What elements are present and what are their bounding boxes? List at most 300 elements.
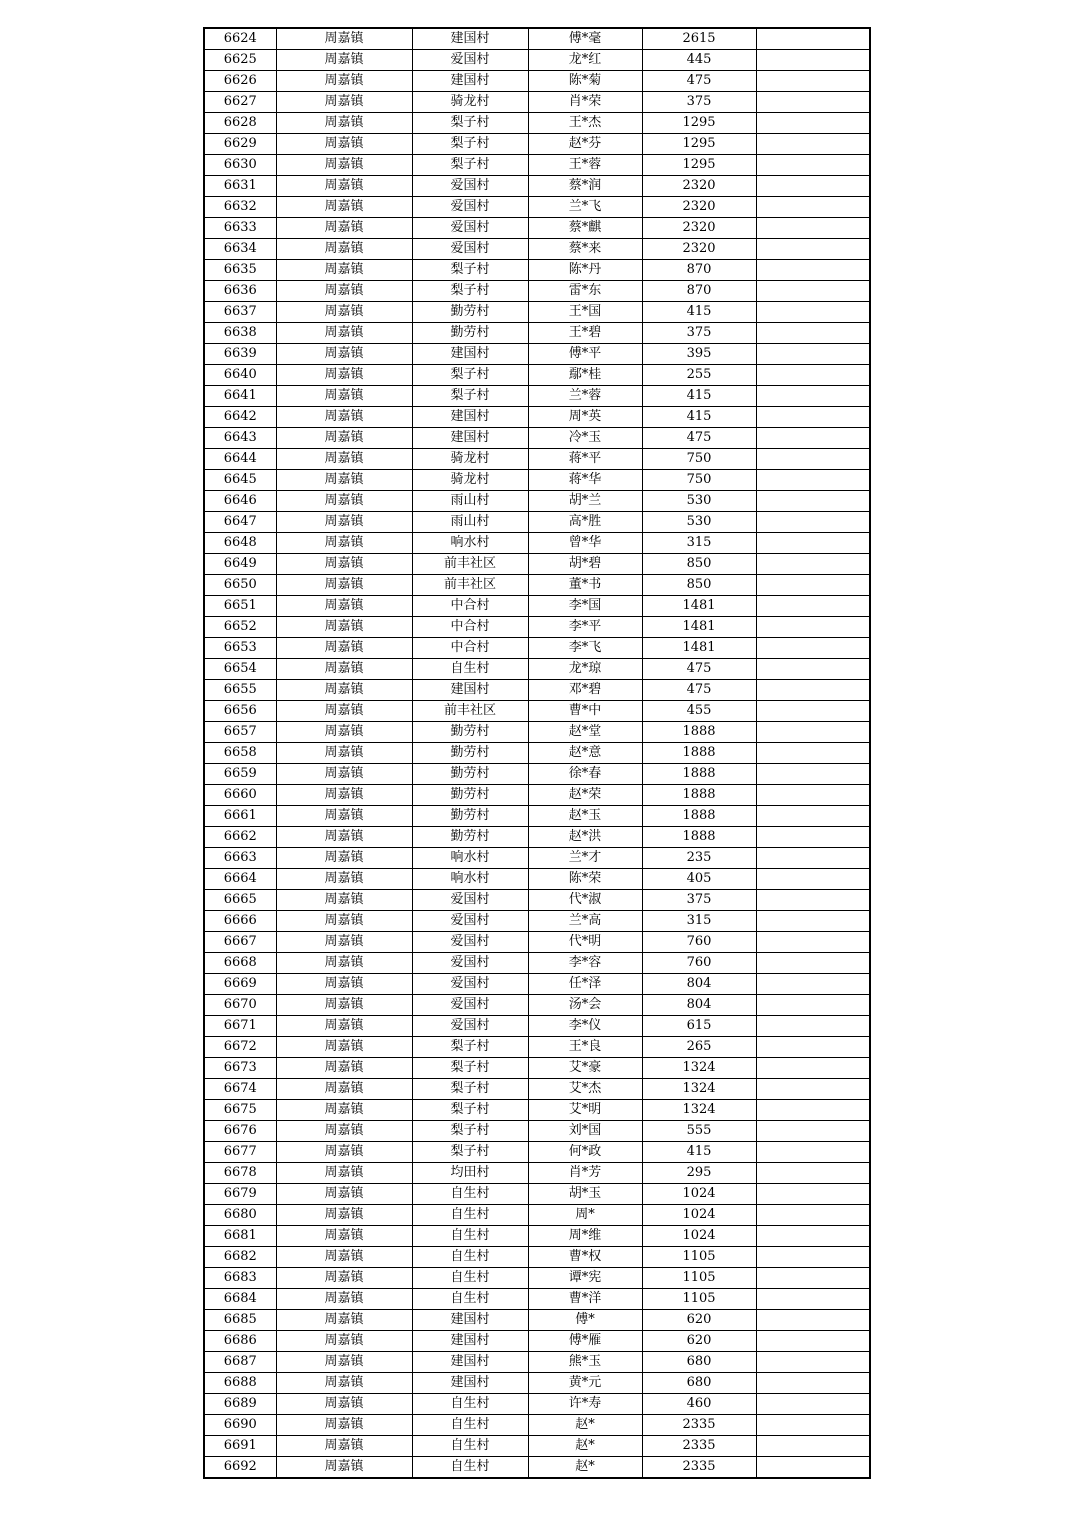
amount-cell: 1295	[642, 134, 756, 155]
town-cell: 周嘉镇	[276, 113, 412, 134]
note-cell	[756, 785, 870, 806]
village-cell: 梨子村	[412, 155, 528, 176]
amount-cell: 2335	[642, 1415, 756, 1436]
note-cell	[756, 1016, 870, 1037]
village-cell: 自生村	[412, 1205, 528, 1226]
row-number-cell: 6679	[204, 1184, 276, 1205]
row-number-cell: 6675	[204, 1100, 276, 1121]
name-cell: 肖*荣	[528, 92, 642, 113]
note-cell	[756, 1331, 870, 1352]
town-cell: 周嘉镇	[276, 575, 412, 596]
amount-cell: 1888	[642, 806, 756, 827]
table-row	[204, 239, 870, 260]
amount-cell: 1324	[642, 1058, 756, 1079]
name-cell: 蔡*来	[528, 239, 642, 260]
note-cell	[756, 953, 870, 974]
amount-cell: 1105	[642, 1268, 756, 1289]
name-cell: 刘*国	[528, 1121, 642, 1142]
row-number-cell: 6676	[204, 1121, 276, 1142]
town-cell: 周嘉镇	[276, 1268, 412, 1289]
town-cell: 周嘉镇	[276, 680, 412, 701]
row-number-cell: 6632	[204, 197, 276, 218]
note-cell	[756, 995, 870, 1016]
row-number-cell: 6633	[204, 218, 276, 239]
town-cell: 周嘉镇	[276, 239, 412, 260]
amount-cell: 1888	[642, 743, 756, 764]
note-cell	[756, 1226, 870, 1247]
name-cell: 陈*荣	[528, 869, 642, 890]
row-number-cell: 6666	[204, 911, 276, 932]
amount-cell: 680	[642, 1352, 756, 1373]
name-cell: 周*英	[528, 407, 642, 428]
village-cell: 自生村	[412, 1436, 528, 1457]
town-cell: 周嘉镇	[276, 1373, 412, 1394]
name-cell: 蒋*平	[528, 449, 642, 470]
row-number-cell: 6656	[204, 701, 276, 722]
note-cell	[756, 449, 870, 470]
town-cell: 周嘉镇	[276, 785, 412, 806]
name-cell: 赵*荣	[528, 785, 642, 806]
note-cell	[756, 281, 870, 302]
amount-cell: 620	[642, 1331, 756, 1352]
name-cell: 李*国	[528, 596, 642, 617]
amount-cell: 475	[642, 71, 756, 92]
village-cell: 勤劳村	[412, 785, 528, 806]
row-number-cell: 6688	[204, 1373, 276, 1394]
row-number-cell: 6663	[204, 848, 276, 869]
row-number-cell: 6641	[204, 386, 276, 407]
amount-cell: 460	[642, 1394, 756, 1415]
row-number-cell: 6674	[204, 1079, 276, 1100]
table-row	[204, 1394, 870, 1415]
note-cell	[756, 1100, 870, 1121]
row-number-cell: 6650	[204, 575, 276, 596]
town-cell: 周嘉镇	[276, 596, 412, 617]
table-row	[204, 995, 870, 1016]
note-cell	[756, 386, 870, 407]
name-cell: 许*寿	[528, 1394, 642, 1415]
village-cell: 中合村	[412, 638, 528, 659]
name-cell: 曾*华	[528, 533, 642, 554]
row-number-cell: 6662	[204, 827, 276, 848]
table-row	[204, 848, 870, 869]
amount-cell: 1481	[642, 617, 756, 638]
village-cell: 建国村	[412, 71, 528, 92]
note-cell	[756, 155, 870, 176]
table-row	[204, 365, 870, 386]
amount-cell: 1324	[642, 1079, 756, 1100]
name-cell: 蔡*润	[528, 176, 642, 197]
name-cell: 熊*玉	[528, 1352, 642, 1373]
table-row	[204, 1457, 870, 1479]
village-cell: 自生村	[412, 1247, 528, 1268]
row-number-cell: 6671	[204, 1016, 276, 1037]
table-row	[204, 428, 870, 449]
amount-cell: 375	[642, 323, 756, 344]
town-cell: 周嘉镇	[276, 638, 412, 659]
village-cell: 建国村	[412, 428, 528, 449]
village-cell: 爱国村	[412, 953, 528, 974]
row-number-cell: 6624	[204, 28, 276, 50]
name-cell: 赵*玉	[528, 806, 642, 827]
amount-cell: 475	[642, 659, 756, 680]
village-cell: 梨子村	[412, 1121, 528, 1142]
amount-cell: 530	[642, 491, 756, 512]
name-cell: 谭*宪	[528, 1268, 642, 1289]
row-number-cell: 6660	[204, 785, 276, 806]
town-cell: 周嘉镇	[276, 1058, 412, 1079]
table-row	[204, 344, 870, 365]
town-cell: 周嘉镇	[276, 659, 412, 680]
village-cell: 爱国村	[412, 176, 528, 197]
village-cell: 中合村	[412, 596, 528, 617]
town-cell: 周嘉镇	[276, 1100, 412, 1121]
name-cell: 傅*平	[528, 344, 642, 365]
village-cell: 自生村	[412, 1415, 528, 1436]
row-number-cell: 6640	[204, 365, 276, 386]
row-number-cell: 6654	[204, 659, 276, 680]
row-number-cell: 6661	[204, 806, 276, 827]
table-row	[204, 155, 870, 176]
amount-cell: 2320	[642, 197, 756, 218]
town-cell: 周嘉镇	[276, 197, 412, 218]
village-cell: 响水村	[412, 869, 528, 890]
name-cell: 雷*东	[528, 281, 642, 302]
town-cell: 周嘉镇	[276, 932, 412, 953]
row-number-cell: 6645	[204, 470, 276, 491]
amount-cell: 1024	[642, 1205, 756, 1226]
village-cell: 前丰社区	[412, 575, 528, 596]
row-number-cell: 6635	[204, 260, 276, 281]
name-cell: 赵*洪	[528, 827, 642, 848]
village-cell: 建国村	[412, 407, 528, 428]
village-cell: 建国村	[412, 1352, 528, 1373]
amount-cell: 760	[642, 932, 756, 953]
amount-cell: 445	[642, 50, 756, 71]
amount-cell: 870	[642, 260, 756, 281]
name-cell: 蔡*麒	[528, 218, 642, 239]
village-cell: 前丰社区	[412, 554, 528, 575]
town-cell: 周嘉镇	[276, 806, 412, 827]
table-row	[204, 92, 870, 113]
note-cell	[756, 491, 870, 512]
village-cell: 爱国村	[412, 239, 528, 260]
name-cell: 赵*堂	[528, 722, 642, 743]
town-cell: 周嘉镇	[276, 995, 412, 1016]
village-cell: 勤劳村	[412, 827, 528, 848]
town-cell: 周嘉镇	[276, 1247, 412, 1268]
amount-cell: 2335	[642, 1457, 756, 1479]
village-cell: 骑龙村	[412, 449, 528, 470]
town-cell: 周嘉镇	[276, 1310, 412, 1331]
town-cell: 周嘉镇	[276, 1457, 412, 1479]
name-cell: 王*杰	[528, 113, 642, 134]
name-cell: 龙*红	[528, 50, 642, 71]
table-row	[204, 1016, 870, 1037]
town-cell: 周嘉镇	[276, 512, 412, 533]
row-number-cell: 6680	[204, 1205, 276, 1226]
row-number-cell: 6691	[204, 1436, 276, 1457]
amount-cell: 2320	[642, 239, 756, 260]
row-number-cell: 6665	[204, 890, 276, 911]
row-number-cell: 6643	[204, 428, 276, 449]
table-row	[204, 1331, 870, 1352]
village-cell: 爱国村	[412, 995, 528, 1016]
note-cell	[756, 1247, 870, 1268]
table-row	[204, 1184, 870, 1205]
village-cell: 爱国村	[412, 932, 528, 953]
name-cell: 邓*碧	[528, 680, 642, 701]
village-cell: 梨子村	[412, 1100, 528, 1121]
village-cell: 雨山村	[412, 512, 528, 533]
town-cell: 周嘉镇	[276, 764, 412, 785]
table-row	[204, 764, 870, 785]
amount-cell: 375	[642, 890, 756, 911]
note-cell	[756, 701, 870, 722]
village-cell: 均田村	[412, 1163, 528, 1184]
name-cell: 汤*会	[528, 995, 642, 1016]
town-cell: 周嘉镇	[276, 28, 412, 50]
note-cell	[756, 1184, 870, 1205]
amount-cell: 1481	[642, 638, 756, 659]
table-row	[204, 1352, 870, 1373]
town-cell: 周嘉镇	[276, 554, 412, 575]
table-row	[204, 1268, 870, 1289]
town-cell: 周嘉镇	[276, 1184, 412, 1205]
amount-cell: 750	[642, 470, 756, 491]
note-cell	[756, 890, 870, 911]
note-cell	[756, 575, 870, 596]
note-cell	[756, 680, 870, 701]
table-row	[204, 953, 870, 974]
table-row	[204, 386, 870, 407]
town-cell: 周嘉镇	[276, 701, 412, 722]
table-row	[204, 1436, 870, 1457]
amount-cell: 1888	[642, 785, 756, 806]
table-row	[204, 890, 870, 911]
table-row	[204, 1205, 870, 1226]
town-cell: 周嘉镇	[276, 155, 412, 176]
table-row	[204, 197, 870, 218]
village-cell: 建国村	[412, 1331, 528, 1352]
row-number-cell: 6681	[204, 1226, 276, 1247]
village-cell: 勤劳村	[412, 722, 528, 743]
village-cell: 中合村	[412, 617, 528, 638]
name-cell: 傅*毫	[528, 28, 642, 50]
village-cell: 勤劳村	[412, 323, 528, 344]
name-cell: 蒋*华	[528, 470, 642, 491]
amount-cell: 405	[642, 869, 756, 890]
town-cell: 周嘉镇	[276, 491, 412, 512]
village-cell: 爱国村	[412, 911, 528, 932]
note-cell	[756, 92, 870, 113]
town-cell: 周嘉镇	[276, 470, 412, 491]
name-cell: 曹*权	[528, 1247, 642, 1268]
row-number-cell: 6637	[204, 302, 276, 323]
name-cell: 王*良	[528, 1037, 642, 1058]
row-number-cell: 6651	[204, 596, 276, 617]
name-cell: 陈*菊	[528, 71, 642, 92]
village-cell: 自生村	[412, 1394, 528, 1415]
amount-cell: 804	[642, 995, 756, 1016]
village-cell: 爱国村	[412, 50, 528, 71]
row-number-cell: 6634	[204, 239, 276, 260]
table-row	[204, 638, 870, 659]
row-number-cell: 6626	[204, 71, 276, 92]
name-cell: 赵*	[528, 1457, 642, 1479]
amount-cell: 315	[642, 533, 756, 554]
amount-cell: 475	[642, 680, 756, 701]
table-row	[204, 50, 870, 71]
row-number-cell: 6649	[204, 554, 276, 575]
note-cell	[756, 1457, 870, 1479]
table-row	[204, 722, 870, 743]
note-cell	[756, 1079, 870, 1100]
name-cell: 赵*	[528, 1436, 642, 1457]
note-cell	[756, 260, 870, 281]
name-cell: 兰*飞	[528, 197, 642, 218]
note-cell	[756, 932, 870, 953]
amount-cell: 850	[642, 554, 756, 575]
table-row	[204, 596, 870, 617]
town-cell: 周嘉镇	[276, 1352, 412, 1373]
town-cell: 周嘉镇	[276, 974, 412, 995]
note-cell	[756, 533, 870, 554]
row-number-cell: 6630	[204, 155, 276, 176]
amount-cell: 415	[642, 386, 756, 407]
name-cell: 高*胜	[528, 512, 642, 533]
table-row	[204, 659, 870, 680]
town-cell: 周嘉镇	[276, 911, 412, 932]
row-number-cell: 6682	[204, 1247, 276, 1268]
village-cell: 雨山村	[412, 491, 528, 512]
village-cell: 爱国村	[412, 974, 528, 995]
village-cell: 爱国村	[412, 1016, 528, 1037]
table-row	[204, 134, 870, 155]
amount-cell: 1105	[642, 1289, 756, 1310]
village-cell: 勤劳村	[412, 302, 528, 323]
table-row	[204, 281, 870, 302]
amount-cell: 2320	[642, 218, 756, 239]
amount-cell: 315	[642, 911, 756, 932]
name-cell: 胡*碧	[528, 554, 642, 575]
town-cell: 周嘉镇	[276, 617, 412, 638]
name-cell: 鄢*桂	[528, 365, 642, 386]
table-row	[204, 470, 870, 491]
table-row	[204, 1289, 870, 1310]
row-number-cell: 6658	[204, 743, 276, 764]
row-number-cell: 6669	[204, 974, 276, 995]
amount-cell: 265	[642, 1037, 756, 1058]
note-cell	[756, 722, 870, 743]
town-cell: 周嘉镇	[276, 344, 412, 365]
table-row	[204, 71, 870, 92]
town-cell: 周嘉镇	[276, 1121, 412, 1142]
village-cell: 梨子村	[412, 1079, 528, 1100]
table-row	[204, 701, 870, 722]
row-number-cell: 6655	[204, 680, 276, 701]
name-cell: 兰*高	[528, 911, 642, 932]
amount-cell: 1324	[642, 1100, 756, 1121]
town-cell: 周嘉镇	[276, 1331, 412, 1352]
town-cell: 周嘉镇	[276, 890, 412, 911]
row-number-cell: 6690	[204, 1415, 276, 1436]
note-cell	[756, 1163, 870, 1184]
village-cell: 骑龙村	[412, 92, 528, 113]
note-cell	[756, 1268, 870, 1289]
row-number-cell: 6646	[204, 491, 276, 512]
table-row	[204, 323, 870, 344]
amount-cell: 1024	[642, 1226, 756, 1247]
table-body	[204, 28, 870, 1478]
amount-cell: 2320	[642, 176, 756, 197]
village-cell: 建国村	[412, 680, 528, 701]
village-cell: 勤劳村	[412, 806, 528, 827]
note-cell	[756, 1058, 870, 1079]
name-cell: 兰*蓉	[528, 386, 642, 407]
table-row	[204, 1079, 870, 1100]
village-cell: 梨子村	[412, 365, 528, 386]
row-number-cell: 6657	[204, 722, 276, 743]
table-row	[204, 1058, 870, 1079]
name-cell: 艾*豪	[528, 1058, 642, 1079]
name-cell: 冷*玉	[528, 428, 642, 449]
table-row	[204, 1121, 870, 1142]
village-cell: 自生村	[412, 659, 528, 680]
town-cell: 周嘉镇	[276, 1016, 412, 1037]
town-cell: 周嘉镇	[276, 1394, 412, 1415]
amount-cell: 555	[642, 1121, 756, 1142]
note-cell	[756, 428, 870, 449]
amount-cell: 870	[642, 281, 756, 302]
row-number-cell: 6686	[204, 1331, 276, 1352]
town-cell: 周嘉镇	[276, 386, 412, 407]
note-cell	[756, 1373, 870, 1394]
name-cell: 赵*芬	[528, 134, 642, 155]
table-row	[204, 218, 870, 239]
note-cell	[756, 848, 870, 869]
note-cell	[756, 911, 870, 932]
row-number-cell: 6678	[204, 1163, 276, 1184]
name-cell: 王*蓉	[528, 155, 642, 176]
row-number-cell: 6673	[204, 1058, 276, 1079]
row-number-cell: 6648	[204, 533, 276, 554]
note-cell	[756, 1037, 870, 1058]
village-cell: 梨子村	[412, 281, 528, 302]
row-number-cell: 6627	[204, 92, 276, 113]
row-number-cell: 6684	[204, 1289, 276, 1310]
village-cell: 梨子村	[412, 1142, 528, 1163]
name-cell: 陈*丹	[528, 260, 642, 281]
row-number-cell: 6629	[204, 134, 276, 155]
name-cell: 李*容	[528, 953, 642, 974]
note-cell	[756, 617, 870, 638]
amount-cell: 1105	[642, 1247, 756, 1268]
row-number-cell: 6692	[204, 1457, 276, 1479]
note-cell	[756, 28, 870, 50]
amount-cell: 680	[642, 1373, 756, 1394]
town-cell: 周嘉镇	[276, 50, 412, 71]
table-row	[204, 1373, 870, 1394]
town-cell: 周嘉镇	[276, 1037, 412, 1058]
table-row	[204, 1163, 870, 1184]
amount-cell: 850	[642, 575, 756, 596]
town-cell: 周嘉镇	[276, 869, 412, 890]
village-cell: 建国村	[412, 1310, 528, 1331]
name-cell: 王*国	[528, 302, 642, 323]
amount-cell: 475	[642, 428, 756, 449]
row-number-cell: 6652	[204, 617, 276, 638]
